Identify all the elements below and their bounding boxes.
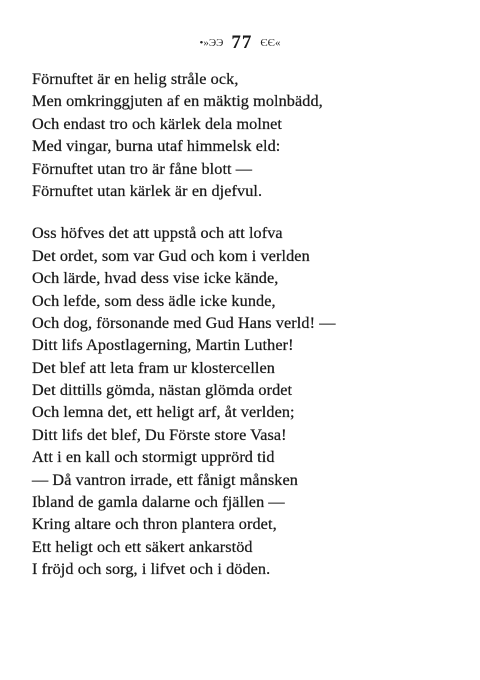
poem-line: I fröjd och sorg, i lifvet och i döden.: [32, 560, 271, 579]
poem-line: Kring altare och thron plantera ordet,: [32, 515, 277, 534]
poem-line: Ibland de gamla dalarne och fjällen —: [32, 493, 285, 512]
poem-line: Förnuftet är en helig stråle ock,: [32, 70, 239, 88]
poem-line: Och lärde, hvad dess vise icke kände,: [32, 269, 279, 288]
poem-line: Att i en kall och stormigt upprörd tid: [32, 448, 275, 467]
poem-line: Oss höfves det att uppstå och att lofva: [32, 224, 283, 243]
stanza-2: [32, 222, 452, 580]
right-ornament: ЄЄ«: [260, 37, 281, 49]
poem-line: Ett heligt och ett säkert ankarstöd: [32, 537, 253, 556]
poem-body: [32, 68, 452, 601]
poem-line: Och lefde, som dess ädle icke kunde,: [32, 291, 276, 310]
left-ornament: •»ЭЭ: [199, 37, 224, 49]
poem-line: Och dog, försonande med Gud Hans verld! —: [32, 313, 336, 332]
poem-line: Det blef att leta fram ur klostercellen: [32, 358, 276, 377]
poem-line: Men omkringgjuten af en mäktig molnbädd,: [32, 92, 323, 111]
poem-line: Förnuftet utan kärlek är en djefvul.: [32, 181, 263, 200]
poem-line: Och lemna det, ett heligt arf, åt verlden;: [32, 403, 295, 422]
poem-line: — Då vantron irrade, ett fånigt månsken: [32, 470, 298, 489]
poem-line: Det ordet, som var Gud och kom i verlden: [32, 246, 310, 265]
poem-line: Förnuftet utan tro är fåne blott —: [32, 159, 253, 178]
page-number: 77: [231, 32, 253, 53]
poem-line: Och endast tro och kärlek dela molnet: [32, 114, 283, 133]
poem-line: Ditt lifs Apostlagerning, Martin Luther!: [32, 336, 294, 355]
poem-line: Ditt lifs det blef, Du Förste store Vasa!: [32, 425, 287, 444]
page-header: [0, 32, 480, 54]
stanza-1: [32, 68, 452, 202]
poem-line: Det dittills gömda, nästan glömda ordet: [32, 381, 293, 400]
poem-line: Med vingar, burna utaf himmelsk eld:: [32, 137, 281, 156]
